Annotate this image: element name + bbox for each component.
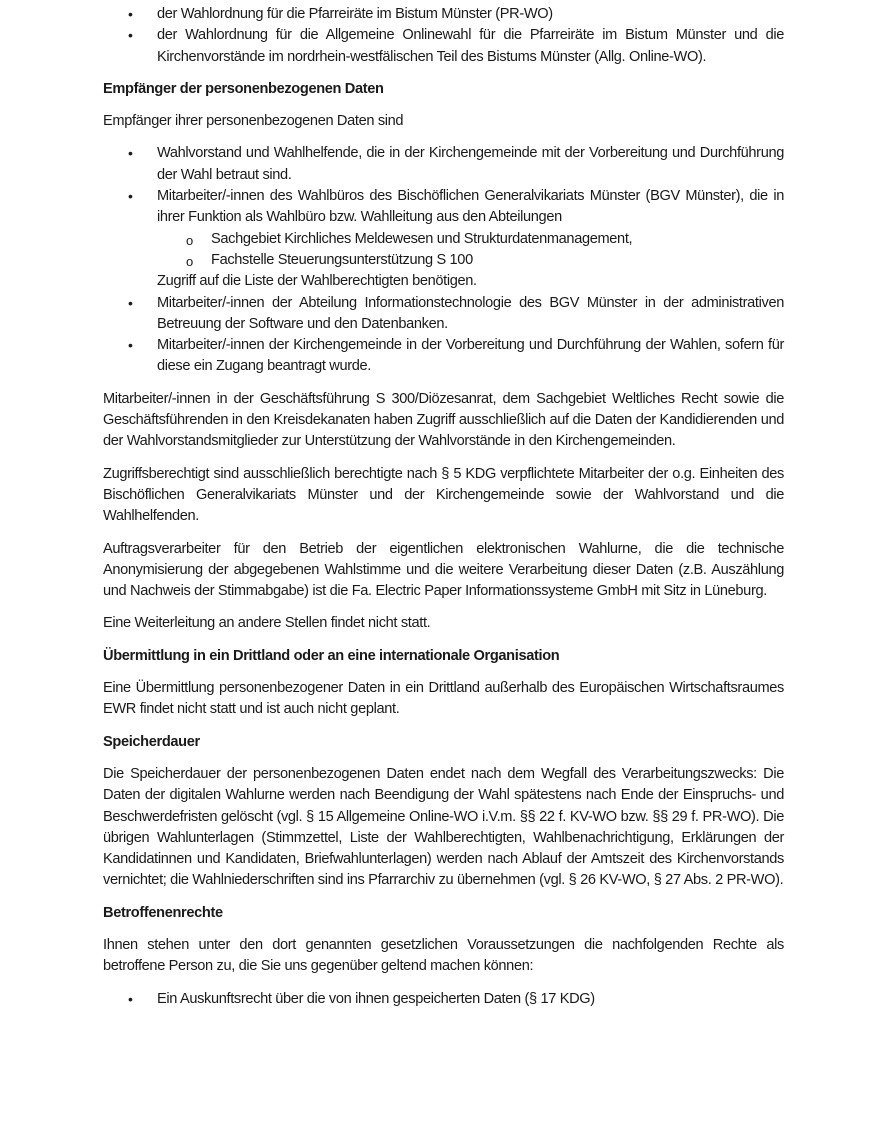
bullet-icon: • xyxy=(128,294,133,311)
no-forwarding-paragraph: Eine Weiterleitung an andere Stellen findet nicht statt. xyxy=(103,615,431,632)
document-page xyxy=(103,4,784,1021)
bullet-icon: • xyxy=(128,145,133,162)
section-heading-third-country: Übermittlung in ein Drittland oder an eine internationale Organisation xyxy=(103,647,560,664)
third-country-paragraph: Eine Übermittlung personenbezogener Daten in ein Drittland außerhalb des Europäischen Wirtschaftsraumes EWR findet nicht statt und ist auch nicht geplant. xyxy=(103,680,784,718)
rights-bullet-list xyxy=(103,989,784,1010)
recipients-intro: Empfänger ihrer personenbezogenen Daten sind xyxy=(103,113,404,130)
intro-bullet-list xyxy=(103,4,784,68)
circle-bullet-icon: o xyxy=(186,253,193,269)
bullet-icon: • xyxy=(128,6,133,22)
access-rights-paragraph: Zugriffsberechtigt sind ausschließlich berechtigte nach § 5 KDG verpflichtete Mitarbeiter der o.g. Einheiten des Bischöflichen Generalvikariats Münster und der Kirchengemeinde sowie der Wahlvorstand und die Wahlhelfenden. xyxy=(103,465,784,525)
list-item: • der Wahlordnung für die Pfarreiräte im Bistum Münster (PR-WO) xyxy=(103,4,784,25)
list-item: • Mitarbeiter/-innen der Abteilung Informationstechnologie des BGV Münster in der administrativen Betreuung der Software und den Datenbanken. xyxy=(128,294,784,332)
bullet-icon: • xyxy=(128,990,133,1007)
list-item: • Mitarbeiter/-innen der Kirchengemeinde in der Vorbereitung und Durchführung der Wahlen, sofern für diese ein Zugang beantragt wurde. xyxy=(128,337,784,375)
bullet-icon: • xyxy=(128,27,133,44)
circle-bullet-icon: o xyxy=(186,232,193,248)
list-item: • der Wahlordnung für die Allgemeine Onlinewahl für die Pfarreiräte im Bistum Münster und die Kirchenvorstände im nordrhein-westfälischen Teil des Bistums Münster (Allg. Online-WO). xyxy=(128,27,784,65)
list-item: • Mitarbeiter/-innen des Wahlbüros des Bischöflichen Generalvikariats Münster (BGV Münster), die in ihrer Funktion als Wahlbüro bzw. Wahlleitung aus den Abteilungen xyxy=(128,188,784,226)
bullet-icon: • xyxy=(128,188,133,205)
bullet-icon: • xyxy=(128,337,133,354)
sub-list-item: o Sachgebiet Kirchliches Meldewesen und Strukturdatenmanagement, xyxy=(103,229,784,250)
section-heading-rights: Betroffenenrechte xyxy=(103,904,223,921)
retention-paragraph: Die Speicherdauer der personenbezogenen Daten endet nach dem Wegfall des Verarbeitungszwecks: Die Daten der digitalen Wahlurne werden nach Beendigung der Wahl spätestens nach Ende der Einspruchs- und Beschwerdefristen gelöscht (vgl. § 15 Allgemeine Online-WO i.V.m. §§ 22 f. KV-WO bzw. §§ 29 f. PR-WO). Die übrigen Wahlunterlagen (Stimmzettel, Liste der Wahlberechtigten, Wahlbenachrichtigung, Erklärungen der Kandidatinnen und Kandidaten, Briefwahlunterlagen) werden nach Ablauf der Amtszeit des Kirchenvorstands vernichtet; die Wahlniederschriften sind ins Pfarrarchiv zu übernehmen (vgl. § 26 KV-WO, § 27 Abs. 2 PR-WO). xyxy=(103,765,784,889)
list-continuation: Zugriff auf die Liste der Wahlberechtigten benötigen. xyxy=(157,273,477,290)
recipients-bullet-list xyxy=(103,143,784,377)
processor-paragraph: Auftragsverarbeiter für den Betrieb der eigentlichen elektronischen Wahlurne, die die technische Anonymisierung der abgegebenen Wahlstimme und die weitere Verarbeitung dieser Daten (z.B. Auszählung und Nachweis der Stimmabgabe) ist die Fa. Electric Paper Informationssysteme GmbH mit Sitz in Lüneburg. xyxy=(103,540,784,600)
list-item: • Ein Auskunftsrecht über die von ihnen gespeicherten Daten (§ 17 KDG) xyxy=(103,989,784,1010)
section-heading-retention: Speicherdauer xyxy=(103,733,200,750)
management-access-paragraph: Mitarbeiter/-innen in der Geschäftsführung S 300/Diözesanrat, dem Sachgebiet Weltliches Recht sowie die Geschäftsführenden in den Kreisdekanaten haben Zugriff ausschließlich auf die Daten der Kandidierenden und der Wahlvorstandsmitglieder zur Unterstützung der Wahlvorstände in den Kirchengemeinden. xyxy=(103,390,784,450)
rights-intro: Ihnen stehen unter den dort genannten gesetzlichen Voraussetzungen die nachfolgenden Rechte als betroffene Person zu, die Sie uns gegenüber geltend machen können: xyxy=(103,936,784,975)
section-heading-recipients: Empfänger der personenbezogenen Daten xyxy=(103,80,384,97)
list-item: • Wahlvorstand und Wahlhelfende, die in der Kirchengemeinde mit der Vorbereitung und Durchführung der Wahl betraut sind. xyxy=(128,145,784,183)
sub-list-item: o Fachstelle Steuerungsunterstützung S 100 xyxy=(103,250,784,271)
